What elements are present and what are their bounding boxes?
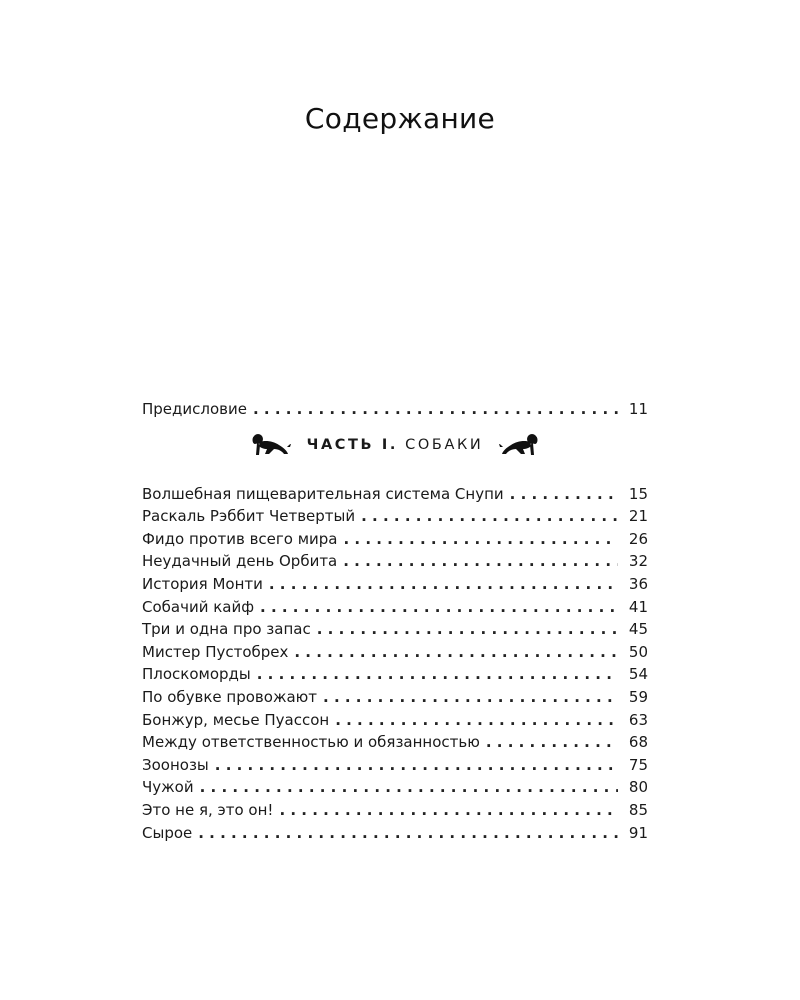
toc-entry-page: 32 [628, 552, 648, 571]
toc-entry-page: 75 [628, 755, 648, 774]
toc-entry-page: 63 [628, 710, 648, 729]
dot-leader [215, 754, 618, 777]
dog-icon [499, 432, 539, 458]
toc-entry-page: 21 [628, 507, 648, 526]
toc-entry-title: Мистер Пустобрех [142, 642, 289, 661]
dot-leader [253, 398, 618, 421]
toc-entry-page: 68 [628, 733, 648, 752]
toc-entry[interactable] [142, 776, 648, 799]
toc-entry-page: 91 [628, 823, 648, 842]
dot-leader [279, 799, 618, 822]
toc-entry-page: 36 [628, 574, 648, 593]
dot-leader [486, 731, 618, 754]
toc-entry[interactable] [142, 799, 648, 822]
dot-leader [269, 573, 618, 596]
toc-entry-title: Бонжур, месье Пуассон [142, 710, 330, 729]
toc-entry[interactable] [142, 573, 648, 596]
toc-entry-title: Неудачный день Орбита [142, 552, 338, 571]
toc-entry[interactable] [142, 663, 648, 686]
toc-entry-page: 26 [628, 529, 648, 548]
dot-leader [335, 709, 618, 732]
toc-entry-title: Предисловие [142, 400, 247, 418]
toc-entry-title: Это не я, это он! [142, 800, 274, 819]
dot-leader [361, 505, 618, 528]
dot-leader [344, 528, 619, 551]
toc-entry[interactable] [142, 731, 648, 754]
section-part-label: ЧАСТЬ I. [306, 436, 398, 453]
toc-entry-page: 80 [628, 778, 648, 797]
toc-entry-title: Раскаль Рэббит Четвертый [142, 507, 356, 526]
toc-entry-page: 45 [628, 620, 648, 639]
section-heading [142, 431, 648, 459]
toc-entry-page: 59 [628, 687, 648, 706]
dot-leader [257, 663, 618, 686]
dot-leader [294, 641, 618, 664]
page-title: Содержание [304, 102, 496, 135]
toc-entry-title: Волшебная пищеварительная система Снупи [142, 484, 504, 503]
dot-leader [198, 822, 618, 845]
toc-entry-title: Плоскоморды [142, 665, 251, 684]
section-title [307, 437, 484, 453]
dot-leader [510, 483, 618, 506]
section-part-name: СОБАКИ [405, 436, 484, 453]
toc-entry-page: 15 [628, 484, 648, 503]
toc-entry[interactable] [142, 528, 648, 551]
table-of-contents [142, 398, 648, 844]
toc-entry-page: 54 [628, 665, 648, 684]
toc-entry-page: 11 [628, 400, 648, 418]
dot-leader [343, 550, 618, 573]
toc-entry-page: 41 [628, 597, 648, 616]
toc-entry-title: Чужой [142, 778, 194, 797]
toc-entry[interactable] [142, 709, 648, 732]
dot-leader [323, 686, 618, 709]
toc-entry[interactable] [142, 641, 648, 664]
toc-entry[interactable] [142, 618, 648, 641]
toc-entry-page: 50 [628, 642, 648, 661]
toc-entry-title: По обувке провожают [142, 687, 318, 706]
dot-leader [200, 776, 618, 799]
dot-leader [317, 618, 618, 641]
toc-entry-page: 85 [628, 800, 648, 819]
chapter-list [142, 483, 648, 845]
dog-icon [251, 432, 291, 458]
toc-entry-title: Сырое [142, 823, 193, 842]
toc-entry[interactable] [142, 822, 648, 845]
toc-entry[interactable] [142, 505, 648, 528]
toc-entry-title: Зоонозы [142, 755, 209, 774]
toc-entry-title: Собачий кайф [142, 597, 255, 616]
toc-entry-title: История Монти [142, 574, 263, 593]
toc-entry[interactable] [142, 686, 648, 709]
toc-entry[interactable] [142, 754, 648, 777]
toc-entry-title: Три и одна про запас [142, 620, 311, 639]
dot-leader [260, 596, 618, 619]
toc-entry[interactable] [142, 483, 648, 506]
toc-entry-preface[interactable] [142, 398, 648, 421]
toc-entry-title: Фидо против всего мира [142, 529, 338, 548]
toc-entry-title: Между ответственностью и обязанностью [142, 733, 480, 752]
toc-entry[interactable] [142, 596, 648, 619]
toc-entry[interactable] [142, 550, 648, 573]
